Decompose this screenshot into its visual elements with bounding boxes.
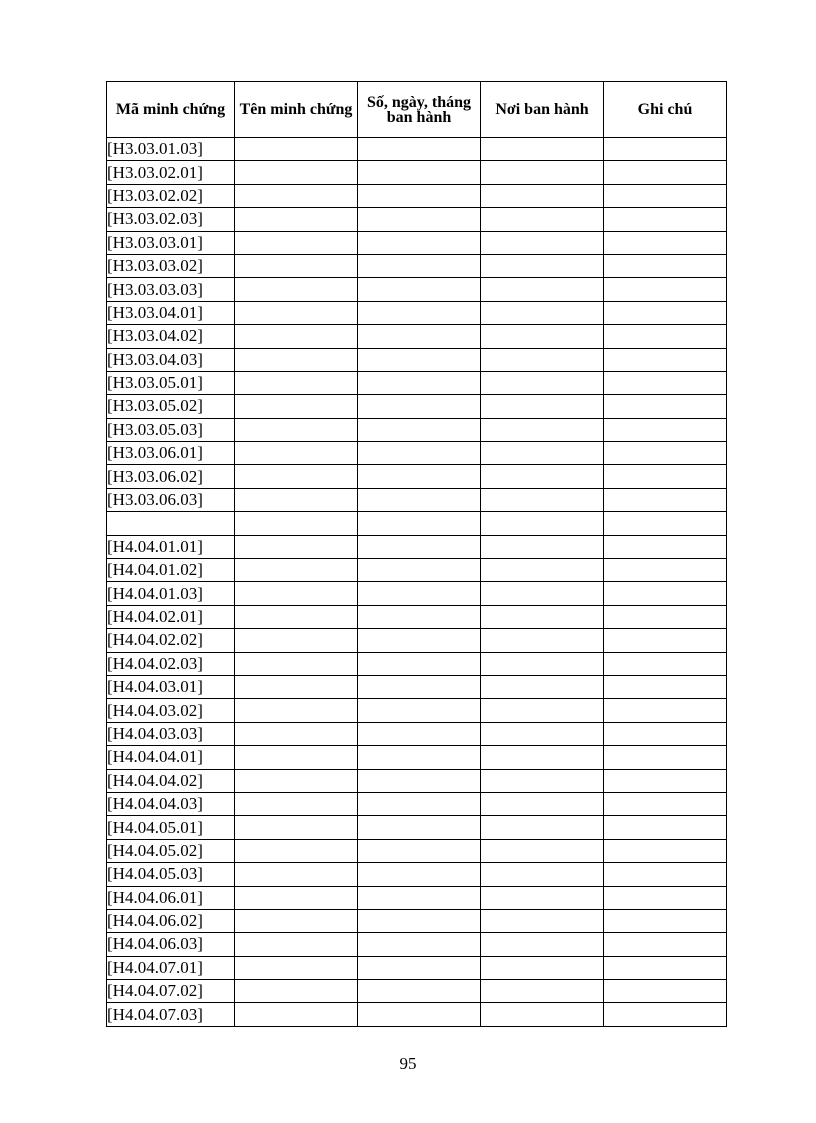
cell-issuing-place <box>481 301 604 324</box>
cell-evidence-name <box>235 675 358 698</box>
cell-notes <box>604 839 727 862</box>
cell-issue-number-date <box>358 278 481 301</box>
cell-evidence-code: [H4.04.07.01] <box>107 956 235 979</box>
cell-notes <box>604 816 727 839</box>
table-row <box>107 465 727 488</box>
cell-issuing-place <box>481 254 604 277</box>
cell-issue-number-date <box>358 559 481 582</box>
cell-notes <box>604 652 727 675</box>
cell-evidence-code: [H3.03.02.01] <box>107 161 235 184</box>
cell-evidence-name <box>235 746 358 769</box>
cell-issue-number-date <box>358 418 481 441</box>
cell-issuing-place <box>481 980 604 1003</box>
cell-notes <box>604 605 727 628</box>
cell-evidence-code: [H3.03.02.03] <box>107 208 235 231</box>
cell-evidence-code: [H4.04.07.02] <box>107 980 235 1003</box>
cell-evidence-code: [H3.03.06.03] <box>107 488 235 511</box>
cell-evidence-code: [H4.04.03.02] <box>107 699 235 722</box>
cell-notes <box>604 184 727 207</box>
cell-evidence-name <box>235 138 358 161</box>
cell-evidence-code: [H3.03.03.01] <box>107 231 235 254</box>
table-row <box>107 395 727 418</box>
cell-issuing-place <box>481 161 604 184</box>
cell-issue-number-date <box>358 699 481 722</box>
cell-evidence-name <box>235 488 358 511</box>
table-row <box>107 816 727 839</box>
cell-evidence-name <box>235 886 358 909</box>
cell-evidence-name <box>235 792 358 815</box>
cell-issue-number-date <box>358 395 481 418</box>
cell-evidence-code: [H3.03.04.03] <box>107 348 235 371</box>
table-row <box>107 956 727 979</box>
cell-notes <box>604 722 727 745</box>
table-row <box>107 605 727 628</box>
cell-notes <box>604 418 727 441</box>
cell-evidence-name <box>235 208 358 231</box>
cell-evidence-code: [H4.04.04.01] <box>107 746 235 769</box>
table-row <box>107 839 727 862</box>
cell-issue-number-date <box>358 980 481 1003</box>
cell-evidence-name <box>235 769 358 792</box>
header-issue-number-date: Số, ngày, tháng ban hành <box>358 82 481 138</box>
cell-issue-number-date <box>358 933 481 956</box>
cell-notes <box>604 535 727 558</box>
cell-evidence-code: [H4.04.02.02] <box>107 629 235 652</box>
cell-evidence-name <box>235 699 358 722</box>
cell-issue-number-date <box>358 138 481 161</box>
cell-evidence-code: [H3.03.05.03] <box>107 418 235 441</box>
cell-evidence-name <box>235 395 358 418</box>
cell-evidence-code: [H4.04.06.02] <box>107 909 235 932</box>
cell-evidence-code: [H4.04.02.01] <box>107 605 235 628</box>
table-row <box>107 348 727 371</box>
cell-issue-number-date <box>358 1003 481 1026</box>
cell-issuing-place <box>481 956 604 979</box>
table-row <box>107 161 727 184</box>
cell-evidence-code: [H4.04.01.02] <box>107 559 235 582</box>
cell-issue-number-date <box>358 325 481 348</box>
cell-issuing-place <box>481 629 604 652</box>
cell-issue-number-date <box>358 863 481 886</box>
cell-evidence-code: [H3.03.05.01] <box>107 371 235 394</box>
cell-evidence-name <box>235 559 358 582</box>
cell-evidence-name <box>235 184 358 207</box>
table-row <box>107 442 727 465</box>
table-row <box>107 278 727 301</box>
cell-notes <box>604 371 727 394</box>
cell-issuing-place <box>481 863 604 886</box>
cell-notes <box>604 231 727 254</box>
table-row <box>107 746 727 769</box>
cell-evidence-name <box>235 933 358 956</box>
cell-evidence-code: [H4.04.02.03] <box>107 652 235 675</box>
cell-notes <box>604 863 727 886</box>
cell-notes <box>604 138 727 161</box>
cell-issuing-place <box>481 699 604 722</box>
cell-notes <box>604 746 727 769</box>
cell-evidence-name <box>235 254 358 277</box>
cell-evidence-code: [H3.03.04.01] <box>107 301 235 324</box>
cell-evidence-name <box>235 980 358 1003</box>
cell-evidence-name <box>235 1003 358 1026</box>
cell-notes <box>604 909 727 932</box>
cell-issuing-place <box>481 886 604 909</box>
cell-issuing-place <box>481 348 604 371</box>
cell-notes <box>604 769 727 792</box>
cell-issuing-place <box>481 1003 604 1026</box>
cell-issuing-place <box>481 512 604 535</box>
cell-evidence-code: [H4.04.01.01] <box>107 535 235 558</box>
table-row <box>107 418 727 441</box>
cell-issuing-place <box>481 138 604 161</box>
cell-issue-number-date <box>358 839 481 862</box>
cell-evidence-name <box>235 909 358 932</box>
cell-issue-number-date <box>358 371 481 394</box>
cell-issue-number-date <box>358 184 481 207</box>
table-row <box>107 535 727 558</box>
header-notes: Ghi chú <box>604 82 727 138</box>
cell-issue-number-date <box>358 675 481 698</box>
cell-notes <box>604 395 727 418</box>
table-row <box>107 371 727 394</box>
cell-notes <box>604 980 727 1003</box>
cell-issue-number-date <box>358 605 481 628</box>
cell-evidence-name <box>235 161 358 184</box>
cell-notes <box>604 348 727 371</box>
cell-issuing-place <box>481 442 604 465</box>
cell-evidence-name <box>235 956 358 979</box>
cell-evidence-code <box>107 512 235 535</box>
cell-evidence-code: [H4.04.03.03] <box>107 722 235 745</box>
cell-issue-number-date <box>358 792 481 815</box>
cell-issuing-place <box>481 488 604 511</box>
cell-issuing-place <box>481 746 604 769</box>
table-header <box>107 82 727 138</box>
cell-evidence-code: [H3.03.01.03] <box>107 138 235 161</box>
table-row <box>107 231 727 254</box>
cell-issuing-place <box>481 582 604 605</box>
cell-issuing-place <box>481 325 604 348</box>
cell-notes <box>604 301 727 324</box>
cell-issue-number-date <box>358 956 481 979</box>
cell-issue-number-date <box>358 535 481 558</box>
cell-issuing-place <box>481 839 604 862</box>
cell-notes <box>604 582 727 605</box>
cell-issue-number-date <box>358 652 481 675</box>
page-number: 95 <box>399 1054 417 1073</box>
cell-issue-number-date <box>358 816 481 839</box>
table-row <box>107 863 727 886</box>
cell-issuing-place <box>481 371 604 394</box>
cell-issue-number-date <box>358 301 481 324</box>
table-row <box>107 980 727 1003</box>
table-row <box>107 769 727 792</box>
table-row <box>107 675 727 698</box>
cell-issue-number-date <box>358 465 481 488</box>
cell-issue-number-date <box>358 746 481 769</box>
cell-issue-number-date <box>358 512 481 535</box>
table-row <box>107 652 727 675</box>
table-row <box>107 488 727 511</box>
cell-notes <box>604 886 727 909</box>
cell-notes <box>604 512 727 535</box>
cell-evidence-code: [H3.03.03.02] <box>107 254 235 277</box>
cell-issuing-place <box>481 395 604 418</box>
cell-notes <box>604 956 727 979</box>
table-row <box>107 325 727 348</box>
cell-evidence-code: [H3.03.04.02] <box>107 325 235 348</box>
cell-evidence-name <box>235 512 358 535</box>
table-row <box>107 699 727 722</box>
cell-issuing-place <box>481 559 604 582</box>
cell-notes <box>604 161 727 184</box>
table-row <box>107 301 727 324</box>
table-body <box>107 138 727 1027</box>
cell-issuing-place <box>481 909 604 932</box>
cell-issuing-place <box>481 465 604 488</box>
cell-notes <box>604 325 727 348</box>
table-row <box>107 722 727 745</box>
cell-issue-number-date <box>358 208 481 231</box>
cell-issuing-place <box>481 418 604 441</box>
cell-issue-number-date <box>358 488 481 511</box>
cell-issue-number-date <box>358 231 481 254</box>
cell-issuing-place <box>481 231 604 254</box>
table-row <box>107 559 727 582</box>
cell-issue-number-date <box>358 886 481 909</box>
cell-evidence-name <box>235 278 358 301</box>
cell-evidence-code: [H4.04.03.01] <box>107 675 235 698</box>
cell-issuing-place <box>481 816 604 839</box>
cell-evidence-name <box>235 535 358 558</box>
cell-evidence-name <box>235 605 358 628</box>
cell-notes <box>604 442 727 465</box>
cell-evidence-code: [H4.04.06.01] <box>107 886 235 909</box>
table-row <box>107 512 727 535</box>
cell-notes <box>604 488 727 511</box>
cell-notes <box>604 933 727 956</box>
cell-issuing-place <box>481 652 604 675</box>
cell-issuing-place <box>481 535 604 558</box>
cell-evidence-name <box>235 348 358 371</box>
cell-evidence-name <box>235 582 358 605</box>
cell-evidence-code: [H4.04.04.03] <box>107 792 235 815</box>
cell-evidence-code: [H4.04.05.02] <box>107 839 235 862</box>
cell-issue-number-date <box>358 722 481 745</box>
cell-notes <box>604 208 727 231</box>
cell-notes <box>604 675 727 698</box>
cell-notes <box>604 699 727 722</box>
header-row <box>107 82 727 138</box>
table-row <box>107 208 727 231</box>
cell-evidence-name <box>235 465 358 488</box>
cell-notes <box>604 278 727 301</box>
cell-evidence-name <box>235 418 358 441</box>
cell-evidence-name <box>235 629 358 652</box>
table-row <box>107 792 727 815</box>
cell-evidence-name <box>235 325 358 348</box>
cell-issue-number-date <box>358 582 481 605</box>
cell-evidence-name <box>235 652 358 675</box>
table-row <box>107 909 727 932</box>
cell-evidence-code: [H3.03.03.03] <box>107 278 235 301</box>
cell-issue-number-date <box>358 769 481 792</box>
header-issuing-place: Nơi ban hành <box>481 82 604 138</box>
cell-issue-number-date <box>358 348 481 371</box>
cell-issuing-place <box>481 769 604 792</box>
cell-issuing-place <box>481 278 604 301</box>
table-row <box>107 582 727 605</box>
table-row <box>107 254 727 277</box>
cell-issuing-place <box>481 605 604 628</box>
cell-issuing-place <box>481 208 604 231</box>
cell-notes <box>604 1003 727 1026</box>
table-row <box>107 1003 727 1026</box>
table-row <box>107 184 727 207</box>
cell-evidence-code: [H4.04.05.03] <box>107 863 235 886</box>
cell-evidence-code: [H4.04.01.03] <box>107 582 235 605</box>
cell-issue-number-date <box>358 161 481 184</box>
header-evidence-name: Tên minh chứng <box>235 82 358 138</box>
cell-issuing-place <box>481 675 604 698</box>
cell-issue-number-date <box>358 629 481 652</box>
cell-issue-number-date <box>358 254 481 277</box>
cell-issuing-place <box>481 933 604 956</box>
cell-issuing-place <box>481 722 604 745</box>
cell-notes <box>604 629 727 652</box>
cell-notes <box>604 792 727 815</box>
cell-evidence-name <box>235 863 358 886</box>
cell-evidence-name <box>235 839 358 862</box>
cell-issuing-place <box>481 792 604 815</box>
cell-evidence-name <box>235 722 358 745</box>
cell-evidence-code: [H3.03.06.02] <box>107 465 235 488</box>
cell-issuing-place <box>481 184 604 207</box>
cell-notes <box>604 559 727 582</box>
table-row <box>107 886 727 909</box>
table-row <box>107 138 727 161</box>
cell-issue-number-date <box>358 909 481 932</box>
table-row <box>107 629 727 652</box>
cell-evidence-name <box>235 371 358 394</box>
cell-evidence-code: [H3.03.05.02] <box>107 395 235 418</box>
table-row <box>107 933 727 956</box>
cell-evidence-name <box>235 231 358 254</box>
evidence-table <box>106 81 727 1027</box>
header-evidence-code: Mã minh chứng <box>107 82 235 138</box>
cell-evidence-code: [H4.04.04.02] <box>107 769 235 792</box>
cell-notes <box>604 465 727 488</box>
cell-evidence-code: [H4.04.07.03] <box>107 1003 235 1026</box>
cell-evidence-name <box>235 442 358 465</box>
cell-issue-number-date <box>358 442 481 465</box>
cell-evidence-code: [H3.03.02.02] <box>107 184 235 207</box>
cell-evidence-name <box>235 816 358 839</box>
cell-evidence-code: [H3.03.06.01] <box>107 442 235 465</box>
cell-evidence-code: [H4.04.05.01] <box>107 816 235 839</box>
cell-notes <box>604 254 727 277</box>
cell-evidence-name <box>235 301 358 324</box>
cell-evidence-code: [H4.04.06.03] <box>107 933 235 956</box>
